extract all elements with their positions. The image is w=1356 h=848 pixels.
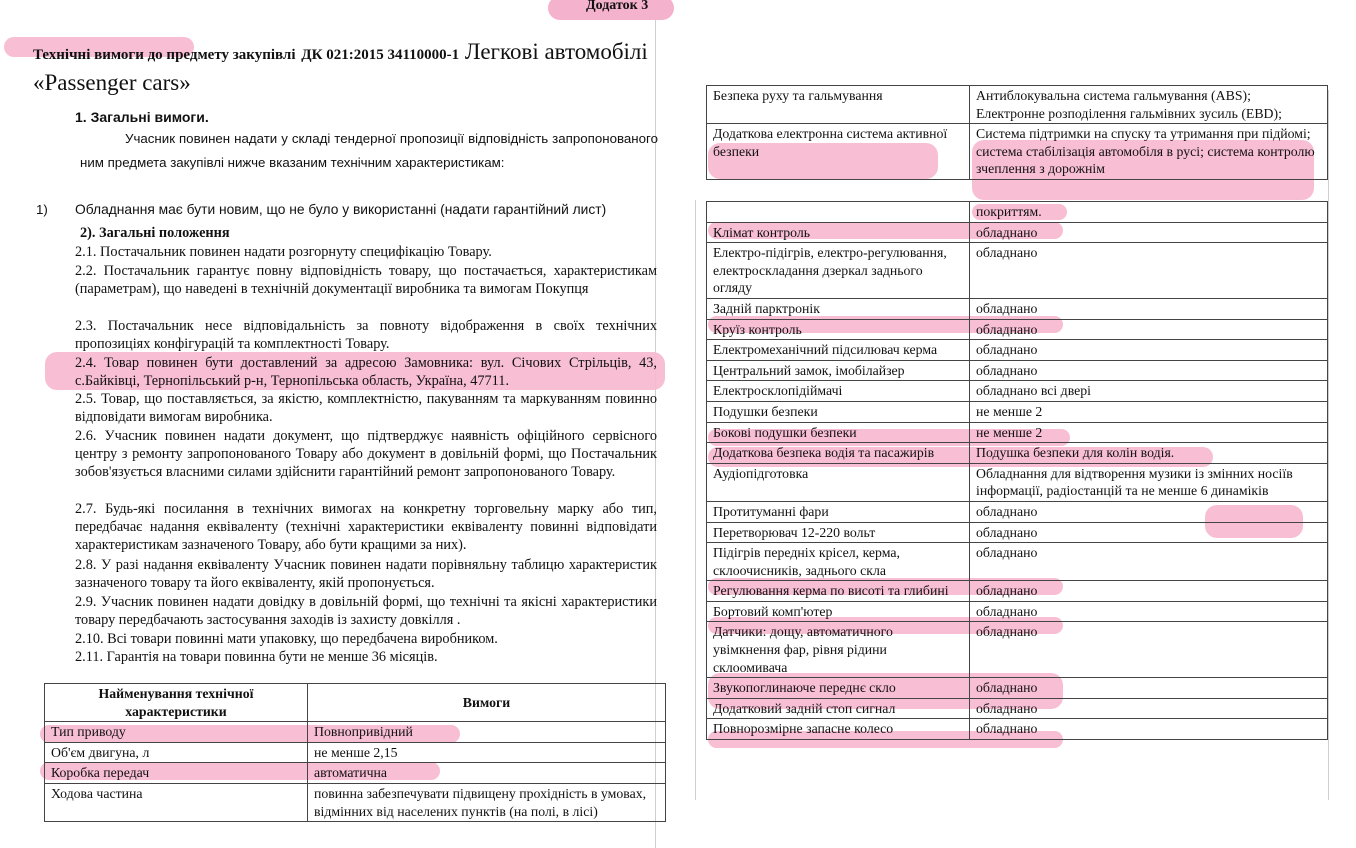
paragraph-2-6: 2.6. Учасник повинен надати документ, що підтверджує наявність офіційного сервісного центру з ремонту запропонованого Товару або документ в довільній формі, що Постачальник зобов'язується власними силами здійснити гарантійний ремонт запропонованого Товару. [75,428,657,481]
cell-name: Бокові подушки безпеки [707,422,970,443]
cell-value: автоматична [308,763,666,784]
table-row [45,742,666,763]
table-row [707,443,1328,464]
cell-name: Аудіопідготовка [707,463,970,501]
cell-value: обладнано всі двері [970,381,1328,402]
cell-value: обладнано [970,501,1328,522]
cell-name: Датчики: дощу, автоматичного увімкнення фар, рівня рідини склоомивача [707,622,970,678]
cell-value: Подушка безпеки для колін водія. [970,443,1328,464]
table-row [707,401,1328,422]
cell-name: Об'єм двигуна, л [45,742,308,763]
cell-value: обладнано [970,622,1328,678]
paragraph-2-8: 2.8. У разі надання еквіваленту Учасник повинен надати порівняльну таблицю характеристик зазначеного товару та його еквіваленту, якій пропонується. [75,557,657,592]
cell-value: не менше 2 [970,422,1328,443]
table-row [707,124,1328,180]
page-edge-right [695,200,696,800]
cell-value: обладнано [970,522,1328,543]
cell-name: Повнорозмірне запасне колесо [707,719,970,740]
table-row [707,340,1328,361]
cell-value: не менше 2,15 [308,742,666,763]
title-bold: Технічні вимоги до предмету закупівлі [33,47,296,63]
cell-name: Додатковий задній стоп сигнал [707,698,970,719]
cell-value: обладнано [970,719,1328,740]
paragraph-2-11: 2.11. Гарантія на товари повинна бути не менше 36 місяців. [75,649,438,665]
cell-name: Центральний замок, імобілайзер [707,360,970,381]
page-title [33,38,658,97]
cell-name: Додаткова безпека водія та пасажирів [707,443,970,464]
paragraph-2-1: 2.1. Постачальник повинен надати розгорнуту специфікацію Товару. [75,244,492,260]
table-header-row [45,684,666,722]
cell-name: Електромеханічний підсилювач керма [707,340,970,361]
cell-name: Задній парктронік [707,298,970,319]
cell-name: Коробка передач [45,763,308,784]
cell-value: обладнано [970,678,1328,699]
table-row [45,722,666,743]
right-spec-table [706,201,1328,740]
cell-name: Підігрів передніх крісел, керма, склоочисників, заднього скла [707,543,970,581]
paragraph-2-4: 2.4. Товар повинен бути доставлений за адресою Замовника: вул. Січових Стрільців, 43, с.Байківці, Тернопільський р-н, Тернопільська область, Україна, 47711. [75,355,657,390]
right-spec-table-top [706,85,1328,180]
left-spec-table [44,683,666,822]
section1-item-num: 1) [36,202,48,217]
cell-name: Клімат контроль [707,222,970,243]
cell-value: обладнано [970,581,1328,602]
table-row [707,222,1328,243]
table-row [707,543,1328,581]
header-characteristic: Найменування технічної характеристики [45,684,308,722]
cell-name: Додаткова електронна система активної безпеки [707,124,970,180]
cell-value: обладнано [970,340,1328,361]
table-row [707,678,1328,699]
table-row [45,763,666,784]
appendix-label: Додаток 3 [586,0,649,13]
cell-value: Система підтримки на спуску та утримання при підйомі; система стабілізація автомобіля в русі; система контролю зчеплення з дорожнім [970,124,1328,180]
cell-value: обладнано [970,319,1328,340]
cell-value: Обладнання для відтворення музики із змінних носіїв інформації, радіостанцій та не менше 6 динаміків [970,463,1328,501]
cell-value: покриттям. [970,202,1328,223]
table-row [45,783,666,821]
cell-value: не менше 2 [970,401,1328,422]
table-row [707,581,1328,602]
paragraph-2-7: 2.7. Будь-які посилання в технічних вимогах на конкретну торговельну марку або тип, передбачає надання еквіваленту (технічні характеристики еквіваленту повинні відповідати характеристикам зазначеного Товару, або бути кращими за них). [75,501,657,554]
cell-value: обладнано [970,298,1328,319]
header-requirements: Вимоги [308,684,666,722]
paragraph-2-10: 2.10. Всі товари повинні мати упаковку, що передбачена виробником. [75,631,498,647]
paragraph-2-9: 2.9. Учасник повинен надати довідку в довільній формі, що технічні та якісні характеристики товару передбачають застосування заходів із захисту довкілля . [75,594,657,629]
table-row [707,319,1328,340]
cell-value: Антиблокувальна система гальмування (ABS); Електронне розподілення гальмівних зусиль (EBD); [970,86,1328,124]
cell-name: Електро-підігрів, електро-регулювання, електроскладання дзеркал заднього огляду [707,243,970,299]
cell-value: обладнано [970,601,1328,622]
cell-name: Подушки безпеки [707,401,970,422]
cell-name: Регулювання керма по висоті та глибині [707,581,970,602]
title-code: ДК 021:2015 34110000-1 [301,47,460,63]
table-row [707,360,1328,381]
cell-name: Перетворювач 12-220 вольт [707,522,970,543]
page-edge-right-2 [1328,90,1329,800]
paragraph-2-2: 2.2. Постачальник гарантує повну відповідність товару, що постачається, характеристикам (параметрам), що наведені в технічній документації виробника та вимогам Покупця [75,263,657,298]
cell-name: Звукопоглинаюче переднє скло [707,678,970,699]
cell-value: Повнопривідний [308,722,666,743]
table-row [707,622,1328,678]
table-row [707,501,1328,522]
table-row [707,719,1328,740]
cell-name: Протитуманні фари [707,501,970,522]
cell-name: Ходова частина [45,783,308,821]
cell-value: повинна забезпечувати підвищену прохідність в умовах, відмінних від населених пунктів (на полі, в лісі) [308,783,666,821]
paragraph-2-3: 2.3. Постачальник несе відповідальність за повноту відображення в своїх технічних пропозиціях конфігурацій та комплектності Товару. [75,318,657,353]
table-row [707,698,1328,719]
section1-heading: 1. Загальні вимоги. [75,109,209,125]
table-row [707,243,1328,299]
cell-name: Тип приводу [45,722,308,743]
cell-value: обладнано [970,360,1328,381]
cell-name: Бортовий комп'ютер [707,601,970,622]
table-row [707,381,1328,402]
table-row [707,298,1328,319]
cell-value: обладнано [970,243,1328,299]
section1-item-text: Обладнання має бути новим, що не було у використанні (надати гарантійний лист) [75,202,607,217]
table-row [707,463,1328,501]
cell-name: Круїз контроль [707,319,970,340]
table-row [707,86,1328,124]
title-rest: Легкові автомобілі «Passenger cars» [33,39,648,95]
table-row [707,422,1328,443]
paragraph-2-5: 2.5. Товар, що поставляється, за якістю, комплектністю, пакуванням та маркуванням повинно відповідати вимогам виробника. [75,391,657,426]
cell-name [707,202,970,223]
section1-text: Учасник повинен надати у складі тендерної пропозиції відповідність запропонованого ним предмета закупівлі нижче вказаним технічним характеристикам: [80,131,658,170]
cell-name: Безпека руху та гальмування [707,86,970,124]
cell-name: Електросклопідіймачі [707,381,970,402]
section2-heading: 2). Загальні положення [80,225,230,241]
table-row [707,601,1328,622]
cell-value: обладнано [970,222,1328,243]
cell-value: обладнано [970,543,1328,581]
cell-value: обладнано [970,698,1328,719]
table-row [707,522,1328,543]
table-row [707,202,1328,223]
